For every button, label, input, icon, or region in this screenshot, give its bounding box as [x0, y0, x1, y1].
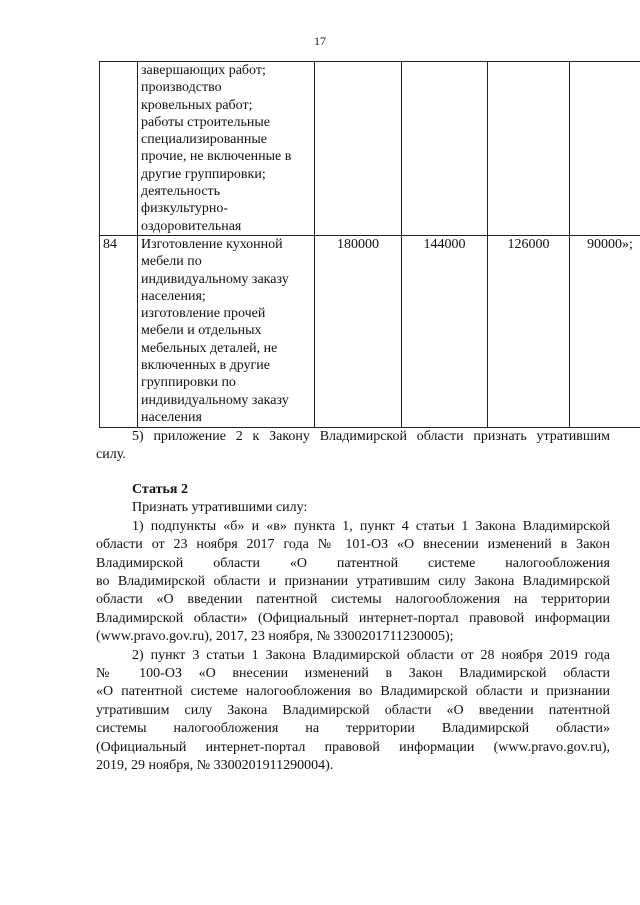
activity-name-line: мебели и отдельных — [141, 323, 262, 339]
paragraph-line: области «О введении патентной системы налогообложения на территории — [96, 592, 610, 608]
activity-name-line: изготовление прочей — [141, 306, 266, 322]
paragraph-line: № 100-ОЗ «О внесении изменений в Закон Владимирской области — [96, 666, 610, 682]
paragraph-line: 2019, 29 ноября, № 3300201911290004). — [96, 758, 334, 774]
paragraph-line: силу. — [96, 447, 126, 463]
activity-name-cell — [138, 235, 315, 427]
paragraph-line: 5) приложение 2 к Закону Владимирской области признать утратившим — [132, 429, 610, 444]
activity-name-line: оздоровительная — [141, 218, 242, 234]
paragraph-line: 1) подпункты «б» и «в» пункта 1, пункт 4 статьи 1 Закона Владимирской — [132, 518, 610, 534]
activity-name-line: физкультурно- — [141, 201, 229, 217]
table-row — [100, 235, 640, 427]
value-cell-2 — [402, 62, 488, 236]
activity-name-line: населения — [141, 409, 202, 425]
activity-name-cell — [138, 62, 315, 236]
table-row — [100, 62, 640, 236]
activity-name-line: кровельных работ; — [141, 97, 253, 113]
paragraph-line: системы налогообложения на территории Владимирской области» — [96, 721, 610, 737]
paragraph-line: области от 23 ноября 2017 года № 101-ОЗ «О внесении изменений в Закон — [96, 537, 610, 553]
value-cell-3: 126000 — [488, 235, 570, 427]
activity-name-line: прочие, не включенные в — [141, 149, 292, 165]
activity-name-line: индивидуальному заказу — [141, 271, 289, 287]
article-intro: Признать утратившими силу: — [132, 500, 308, 516]
row-number-cell: 84 — [100, 235, 138, 427]
activity-name-line: мебельных деталей, не — [141, 340, 278, 356]
activity-name-line: населения; — [141, 288, 206, 304]
paragraph-line: во Владимирской области и признании утратившим силу Закона Владимирской — [96, 574, 610, 590]
page-number: 17 — [314, 34, 326, 48]
value-cell-1: 180000 — [315, 235, 402, 427]
paragraph-line: (www.pravo.gov.ru), 2017, 23 ноября, № 3300201711230005); — [96, 629, 454, 645]
paragraph-line: Владимирской области «О патентной системе налогообложения — [96, 555, 610, 571]
activity-name-line: специализированные — [141, 132, 267, 148]
activity-name-line: группировки по — [141, 375, 236, 391]
activity-name-line: производство — [141, 80, 222, 96]
activity-name-line: деятельность — [141, 184, 221, 200]
activity-table — [99, 61, 640, 428]
value-cell-4: 90000»; — [570, 235, 640, 427]
paragraph-line: «О патентной системе налогообложения во Владимирской области и признании — [96, 684, 610, 700]
activity-name-line: Изготовление кухонной — [141, 236, 283, 252]
paragraph-line: 2) пункт 3 статьи 1 Закона Владимирской области от 28 ноября 2019 года — [132, 647, 610, 663]
activity-name-line: мебели по — [141, 254, 202, 270]
paragraph-line: (Официальный интернет-портал правовой информации (www.pravo.gov.ru), — [96, 739, 610, 755]
paragraph-line: утратившим силу Закона Владимирской области «О введении патентной — [96, 702, 610, 718]
activity-name-line: индивидуальному заказу — [141, 392, 289, 408]
article-2-item-1 — [96, 518, 610, 647]
activity-name-line: завершающих работ; — [141, 63, 266, 78]
row-number-cell — [100, 62, 138, 236]
item-5-paragraph — [96, 428, 610, 465]
value-cell-2: 144000 — [402, 235, 488, 427]
value-cell-1 — [315, 62, 402, 236]
paragraph-line: Владимирской области» (Официальный интернет-портал правовой информации — [96, 610, 610, 626]
value-cell-3 — [488, 62, 570, 236]
article-2-section — [96, 481, 610, 776]
activity-name-line: другие группировки; — [141, 166, 266, 182]
article-heading: Статья 2 — [132, 482, 188, 497]
value-cell-4 — [570, 62, 640, 236]
article-2-item-2 — [96, 647, 610, 776]
activity-name-line: работы строительные — [141, 114, 270, 130]
activity-name-line: включенных в другие — [141, 358, 270, 374]
